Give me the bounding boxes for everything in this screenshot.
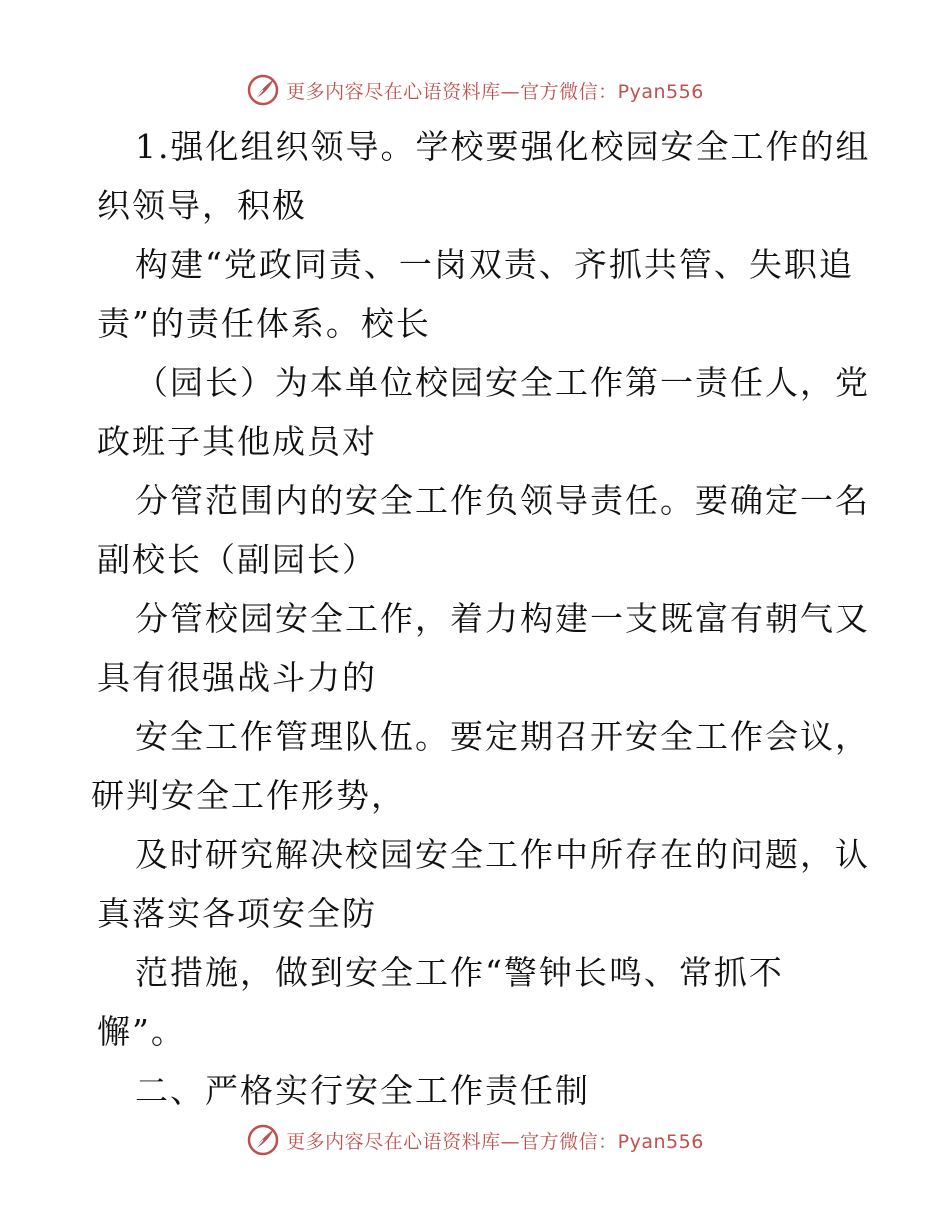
paragraph-line: 真落实各项安全防 [97,894,377,933]
paragraph-line: 织领导，积极 [97,186,307,225]
paragraph-line: 构建“党政同责、一岗双责、齐抓共管、失职追 [135,245,854,284]
paragraph-line: 懈”。 [97,1012,186,1051]
paragraph-line: 责”的责任体系。校长 [97,304,431,343]
paragraph-line: 分管范围内的安全工作负领导责任。要确定一名 [135,481,870,520]
paragraph-line: 1.强化组织领导。学校要强化校园安全工作的组 [135,127,871,166]
watermark-footer [0,1120,950,1160]
watermark-header [0,70,950,110]
watermark-text: 更多内容尽在心语资料库—官方微信：Pyan556 [286,80,704,103]
feather-quill-icon [246,73,280,107]
paragraph-line: 副校长（副园长） [97,540,377,579]
paragraph-line: 分管校园安全工作，着力构建一支既富有朝气又 [135,599,870,638]
paragraph-line: 范措施，做到安全工作“警钟长鸣、常抓不 [135,953,784,992]
feather-quill-icon [246,1123,280,1157]
paragraph-line: 研判安全工作形势， [91,776,406,815]
watermark-text: 更多内容尽在心语资料库—官方微信：Pyan556 [286,1130,704,1153]
document-body [91,117,871,1120]
paragraph-line: （园长）为本单位校园安全工作第一责任人，党 [135,363,870,402]
paragraph-line: 政班子其他成员对 [97,422,377,461]
paragraph-line: 具有很强战斗力的 [97,658,377,697]
section-heading: 二、严格实行安全工作责任制 [135,1071,590,1110]
paragraph-line: 及时研究解决校园安全工作中所存在的问题，认 [135,835,870,874]
paragraph-line: 安全工作管理队伍。要定期召开安全工作会议， [135,717,870,756]
